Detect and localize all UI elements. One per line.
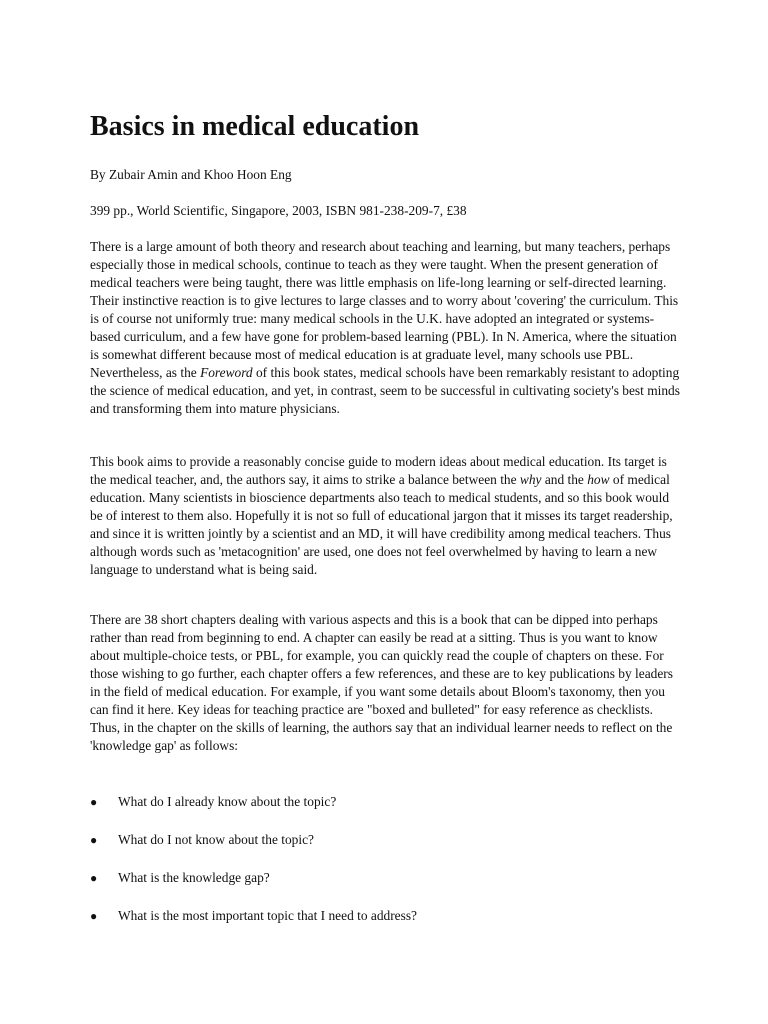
list-item <box>90 907 417 945</box>
paragraph-1-italic-foreword: Foreword <box>200 365 253 380</box>
list-item-text: What do I not know about the topic? <box>118 832 314 847</box>
paragraph-1 <box>90 238 680 418</box>
bullet-icon: ● <box>90 909 98 923</box>
paragraph-2-italic-how: how <box>587 472 610 487</box>
paragraph-2-italic-why: why <box>519 472 542 487</box>
paragraph-1-text-b: of this book states, medical schools have been remarkably resistant to adopting the science of medical education, and yet, in contrast, seem to be successful in cultivating society's best minds and transforming them into mature physicians. <box>90 365 680 416</box>
list-item <box>90 793 417 831</box>
list-item <box>90 869 417 907</box>
list-item-text: What is the knowledge gap? <box>118 870 270 885</box>
document-title: Basics in medical education <box>90 111 420 142</box>
knowledge-gap-list <box>90 793 417 945</box>
byline: By Zubair Amin and Khoo Hoon Eng <box>90 167 292 182</box>
publication-details: 399 pp., World Scientific, Singapore, 2003, ISBN 981-238-209-7, £38 <box>90 203 467 218</box>
list-item-text: What is the most important topic that I need to address? <box>118 908 417 923</box>
list-item <box>90 831 417 869</box>
bullet-icon: ● <box>90 795 98 809</box>
bullet-icon: ● <box>90 871 98 885</box>
paragraph-1-text-a: There is a large amount of both theory and research about teaching and learning, but many teachers, perhaps especially those in medical schools, continue to teach as they were taught. When the present generation of medical teachers were being taught, there was little emphasis on life-long learning or self-directed learning. Their instinctive reaction is to give lectures to large classes and to worry about 'covering' the curriculum. This is of course not uniformly true: many medical schools in the U.K. have adopted an integrated or systems-based curriculum, and a few have gone for problem-based learning (PBL). In N. America, where the situation is somewhat different because most of medical education is at graduate level, many schools use PBL. Nevertheless, as the <box>90 239 679 380</box>
bullet-icon: ● <box>90 833 98 847</box>
paragraph-2-text-b: and the <box>541 472 588 487</box>
paragraph-2-text-a: This book aims to provide a reasonably concise guide to modern ideas about medical education. Its target is the medical teacher, and, the authors say, it aims to strike a balance between the <box>90 454 667 487</box>
paragraph-2 <box>90 453 680 579</box>
paragraph-3: There are 38 short chapters dealing with various aspects and this is a book that can be dipped into perhaps rather than read from beginning to end. A chapter can easily be read at a sitting. Thus is you want to know about multiple-choice tests, or PBL, for example, you can quickly read the couple of chapters on these. For those wishing to go further, each chapter offers a few references, and these are to key publications by leaders in the field of medical education. For example, if you want some details about Bloom's taxonomy, then you can find it here. Key ideas for teaching practice are "boxed and bulleted" for easy reference as checklists. Thus, in the chapter on the skills of learning, the authors say that an individual learner needs to reflect on the 'knowledge gap' as follows: <box>90 612 673 753</box>
paragraph-2-text-c: of medical education. Many scientists in bioscience departments also teach to medical students, and so this book would be of interest to them also. Hopefully it is not so full of educational jargon that it misses its target readership, and since it is written jointly by a scientist and an MD, it will have credibility among medical teachers. Thus although words such as 'metacognition' are used, one does not feel overwhelmed by having to learn a new language to understand what is being said. <box>90 472 673 577</box>
list-item-text: What do I already know about the topic? <box>118 794 337 809</box>
